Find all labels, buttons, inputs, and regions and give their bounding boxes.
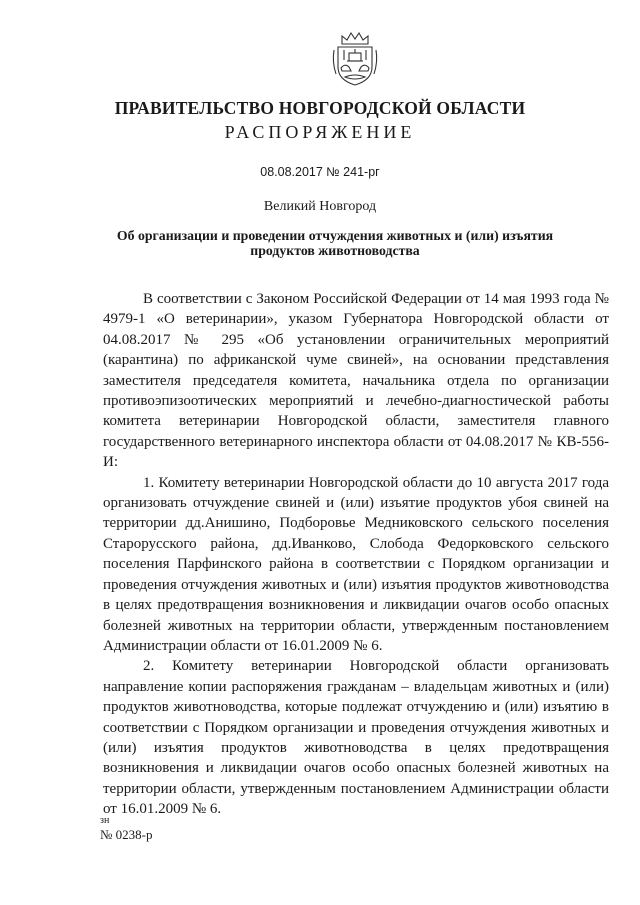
document-date-number: 08.08.2017 № 241-рг [260, 165, 380, 179]
preamble-paragraph: В соответствии с Законом Российской Федерации от 14 мая 1993 года № 4979-1 «О ветеринарии», указом Губернатора Новгородской области от 04.08.2017 № 295 «Об установлении ограничительных мероприятий (карантина) по африканской чуме свиней», на основании представления заместителя председателя комитета, начальника отдела по организации противоэпизоотических мероприятий и лечебно-диагностической работы комитета ветеринарии Новгородской области, заместителя главного государственного ветеринарного инспектора области от 04.08.2017 № КВ-556-И: [103, 291, 609, 471]
government-title: ПРАВИТЕЛЬСТВО НОВГОРОДСКОЙ ОБЛАСТИ [114, 98, 526, 118]
coat-of-arms-icon [330, 30, 380, 88]
document-subject: Об организации и проведении отчуждения животных и (или) изъятия продуктов животноводства [116, 228, 554, 258]
registration-number: № 0238-р [100, 827, 153, 842]
document-body [103, 289, 609, 820]
executor-initials: зн [100, 815, 110, 826]
document-type: РАСПОРЯЖЕНИЕ [224, 122, 416, 142]
document-footer [100, 815, 152, 843]
item-2-paragraph: 2. Комитету ветеринарии Новгородской области организовать направление копии распоряжения гражданам – владельцам животных и (или) продуктов животноводства, которые подлежат отчуждению и (или) изъятию в соответствии с Порядком организации и проведения отчуждения животных и (или) изъятия продуктов животноводства в целях предотвращения возникновения и ликвидации очагов особо опасных болезней животных на территории области, утвержденным постановлением Администрации области от 16.01.2009 № 6. [103, 658, 609, 818]
document-city: Великий Новгород [263, 199, 377, 214]
item-1-paragraph: 1. Комитету ветеринарии Новгородской области до 10 августа 2017 года организовать отчуждение свиней и (или) изъятие продуктов убоя свиней на территории дд.Анишино, Подборовье Медниковского сельского поселения Старорусского района, дд.Иванково, Слобода Федорковского сельского поселения Парфинского района в соответствии с Порядком организации и проведения отчуждения животных и (или) изъятия продуктов животноводства в целях предотвращения возникновения и ликвидации очагов особо опасных болезней животных на территории области, утвержденным постановлением Администрации области от 16.01.2009 № 6. [103, 474, 609, 654]
